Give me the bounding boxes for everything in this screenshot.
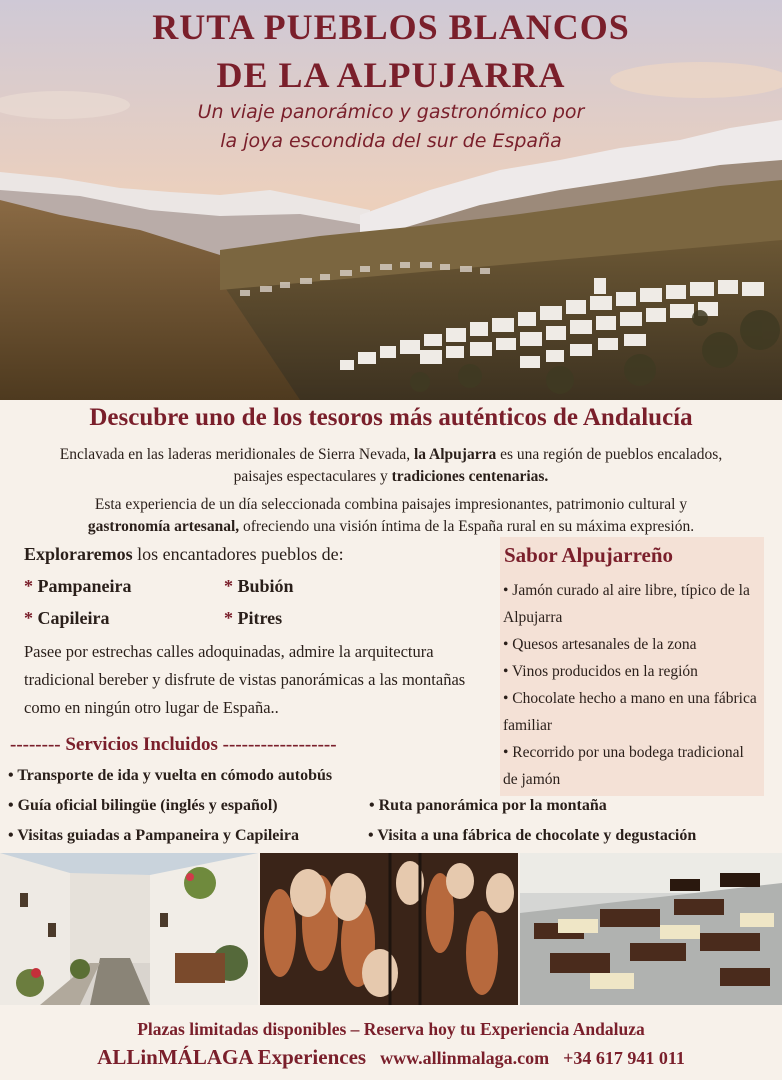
footer-brand-line bbox=[0, 1045, 782, 1070]
intro-p1-text-d: paisajes espectaculares y bbox=[233, 468, 392, 485]
photo-white-village-street bbox=[0, 853, 258, 1005]
explore-description: Pasee por estrechas calles adoquinadas, admire la arquitectura tradicional bereber y disfrute de vistas panorámicas a las montañas como en ningún otro lugar de España.. bbox=[24, 642, 466, 717]
footer bbox=[0, 1005, 782, 1080]
service-item-chocolate-visit: • Visita a una fábrica de chocolate y degustación bbox=[368, 827, 697, 844]
village-label: Capileira bbox=[37, 608, 110, 628]
star-bullet: * bbox=[24, 608, 33, 628]
village-label: Pampaneira bbox=[37, 576, 132, 596]
photo-hanging-hams bbox=[260, 853, 518, 1005]
hero-title-line2: DE LA ALPUJARRA bbox=[216, 55, 566, 95]
sabor-item: • Quesos artesanales de la zona bbox=[503, 636, 697, 653]
footer-cta: Plazas limitadas disponibles – Reserva hoy tu Experiencia Andaluza bbox=[137, 1019, 645, 1039]
hero-subtitle-line2: la joya escondida del sur de España bbox=[220, 130, 562, 152]
phone-number[interactable]: +34 617 941 011 bbox=[563, 1048, 685, 1068]
village-label: Bubión bbox=[237, 576, 294, 596]
sabor-list bbox=[503, 577, 761, 793]
star-bullet: * bbox=[224, 576, 233, 596]
village-pitres bbox=[224, 608, 282, 629]
village-capileira bbox=[24, 608, 110, 629]
village-pampaneira bbox=[24, 576, 132, 597]
intro-p1-text-a: Enclavada en las laderas meridionales de Sierra Nevada, bbox=[59, 446, 414, 463]
hero-banner bbox=[0, 0, 782, 400]
photo-chocolate-display bbox=[520, 853, 782, 1005]
intro-p2-bold-gastronomia: gastronomía artesanal, bbox=[87, 518, 240, 535]
chocolate-image bbox=[520, 853, 782, 1005]
sabor-title: Sabor Alpujarreño bbox=[504, 543, 674, 567]
village-label: Pitres bbox=[237, 608, 283, 628]
service-item-guided-visits: • Visitas guiadas a Pampaneira y Capileira bbox=[8, 827, 299, 844]
intro-p1-text-c: es una región de pueblos encalados, bbox=[496, 446, 723, 463]
website-link[interactable]: www.allinmalaga.com bbox=[380, 1048, 550, 1068]
intro-headline: Descubre uno de los tesoros más auténticos de Andalucía bbox=[89, 404, 693, 431]
explore-lead bbox=[24, 544, 344, 565]
hero-subtitle-line1: Un viaje panorámico y gastronómico por bbox=[197, 101, 585, 123]
intro-p1-bold-alpujarra: la Alpujarra bbox=[413, 446, 497, 463]
ham-image bbox=[260, 853, 518, 1005]
intro-p2-text-a: Esta experiencia de un día seleccionada combina paisajes impresionantes, patrimonio cultural y bbox=[94, 496, 688, 513]
intro-paragraph-2 bbox=[0, 494, 782, 538]
explore-lead-rest: los encantadores pueblos de: bbox=[132, 544, 344, 564]
village-bubion bbox=[224, 576, 294, 597]
intro-paragraph-1 bbox=[0, 444, 782, 488]
service-item-panoramic-route: • Ruta panorámica por la montaña bbox=[369, 797, 607, 814]
sabor-panel bbox=[500, 537, 764, 796]
intro-p2-text-c: ofreciendo una visión íntima de la España rural en su máxima expresión. bbox=[239, 518, 695, 535]
sabor-item: • Jamón curado al aire libre, típico de la Alpujarra bbox=[503, 582, 750, 626]
hero-title-line1: RUTA PUEBLOS BLANCOS bbox=[152, 7, 630, 47]
service-item-guide: • Guía oficial bilingüe (inglés y español) bbox=[8, 797, 278, 814]
sabor-item: • Chocolate hecho a mano en una fábrica familiar bbox=[503, 690, 757, 734]
street-image bbox=[0, 853, 258, 1005]
service-item-transport: • Transporte de ida y vuelta en cómodo autobús bbox=[8, 767, 333, 784]
explore-lead-bold: Exploraremos bbox=[24, 544, 133, 564]
sabor-item: • Vinos producidos en la región bbox=[503, 663, 698, 680]
star-bullet: * bbox=[224, 608, 233, 628]
brand-name: ALLinMÁLAGA Experiences bbox=[97, 1045, 367, 1069]
sabor-item: • Recorrido por una bodega tradicional de jamón bbox=[503, 744, 744, 788]
intro-p1-bold-tradiciones: tradiciones centenarias. bbox=[391, 468, 549, 485]
services-title: -------- Servicios Incluidos ------------------ bbox=[10, 734, 337, 755]
star-bullet: * bbox=[24, 576, 33, 596]
